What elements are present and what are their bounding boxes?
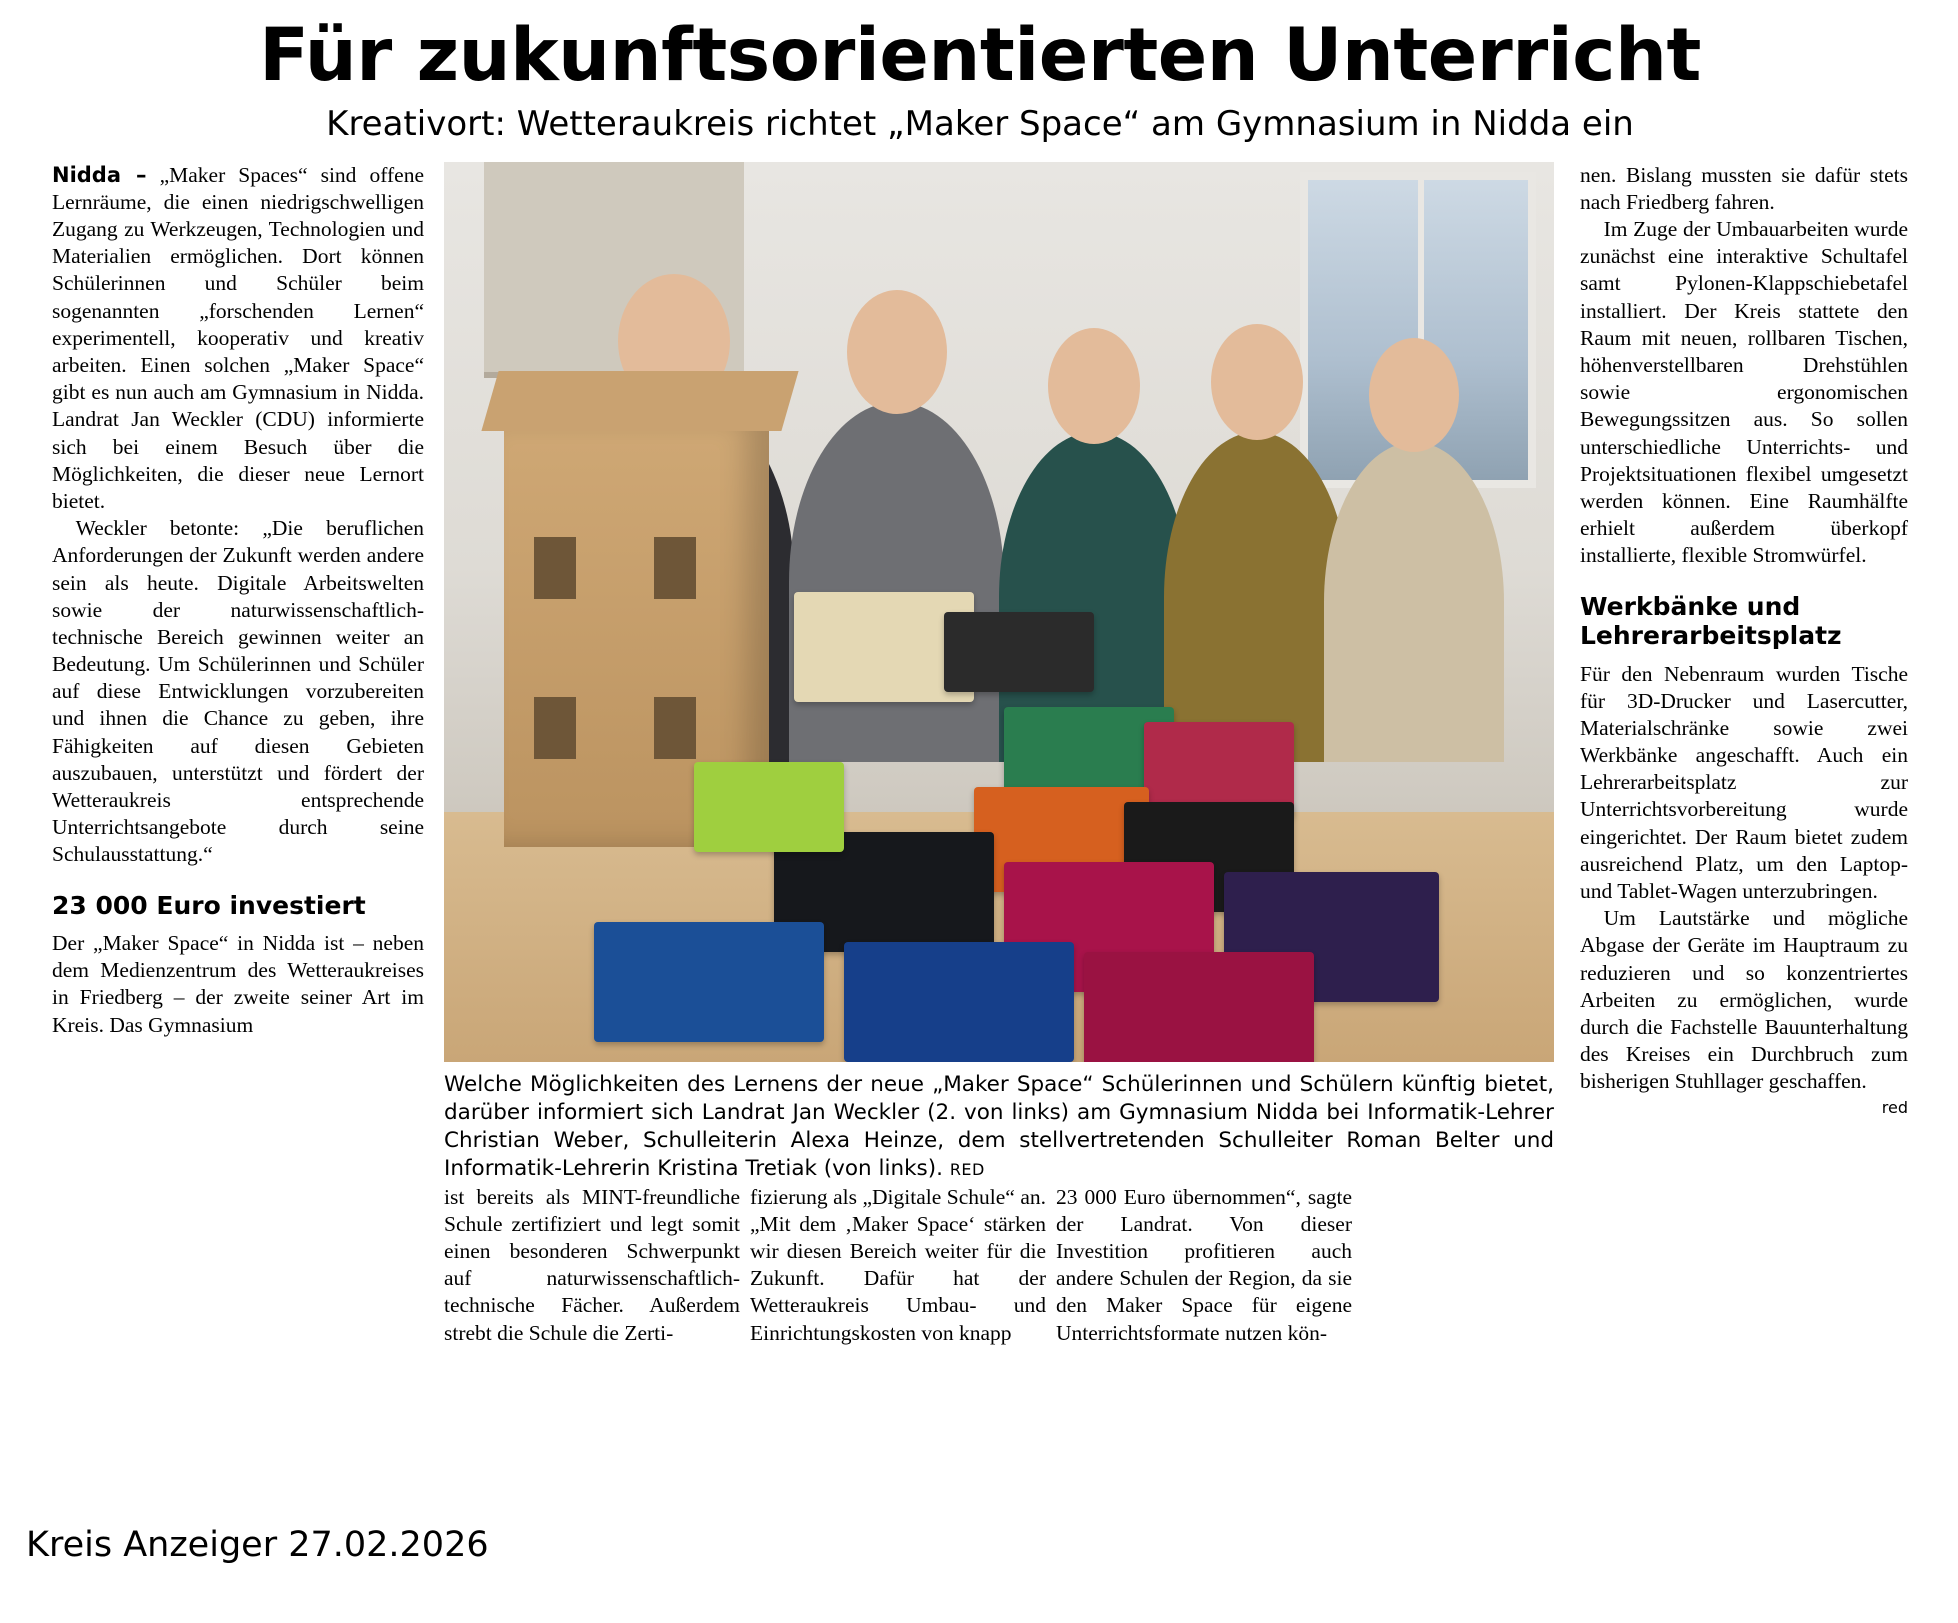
lower-column-1 xyxy=(444,1184,740,1347)
section-subhead-investiert: 23 000 Euro investiert xyxy=(52,890,366,920)
section-subhead-werkbaenke: Werkbänke und Lehrerarbeitsplatz xyxy=(1580,591,1842,651)
lower-column-3 xyxy=(1056,1184,1352,1347)
photo-slate-sign xyxy=(944,612,1094,692)
maker-space-group-photo xyxy=(444,162,1554,1062)
paragraph-lead xyxy=(52,162,424,515)
photo-person-head xyxy=(1369,338,1459,452)
photo-engraved-plate xyxy=(1084,952,1314,1062)
photo-house-window xyxy=(534,697,576,759)
paragraph: Im Zuge der Umbauarbeiten wurde zunächst eine interaktive Schultafel samt Pylonen-Klappschiebetafel installiert. Der Kreis stattete den Raum mit neuen, rollbaren Tischen, höhenverstellbaren Drehstühlen sowie ergonomischen Bewegungssitzen aus. So sollen unterschiedliche Unterrichts- und Projektsituationen flexibel umgesetzt werden können. Eine Raumhälfte erhielt außerdem überkopf installierte, flexible Stromwürfel. xyxy=(1580,217,1908,568)
source-label: Kreis Anzeiger 27.02.2026 xyxy=(26,1525,489,1565)
paragraph: Der „Maker Space“ in Nidda ist – neben dem Medienzentrum des Wetteraukreises in Friedberg – der zweite seiner Art im Kreis. Das Gymnasium xyxy=(52,931,424,1037)
photo-house-window xyxy=(534,537,576,599)
photo-house-roof xyxy=(481,371,798,431)
photo-engraved-plate xyxy=(594,922,824,1042)
lower-column-2 xyxy=(750,1184,1046,1347)
photo-engraved-plate xyxy=(844,942,1074,1062)
photo-house-window xyxy=(654,697,696,759)
paragraph: fizierung als „Digitale Schule“ an. „Mit dem ‚Maker Space‘ stärken wir diesen Bereich weiter für die Zukunft. Dafür hat der Wetteraukreis Umbau- und Einrichtungskosten von knapp xyxy=(750,1184,1046,1345)
photo-person-2 xyxy=(789,402,1004,762)
photo-person-head xyxy=(1048,328,1140,444)
photo-house-window xyxy=(654,537,696,599)
paragraph: 23 000 Euro übernommen“, sagte der Landrat. Von dieser Investition profitieren auch andere Schulen der Region, da sie den Maker Space für eigene Unterrichtsformate nutzen kön- xyxy=(1056,1184,1352,1345)
photo-block xyxy=(444,162,1554,1183)
paragraph: Um Lautstärke und mögliche Abgase der Geräte im Hauptraum zu reduzieren und so konzentriertes Arbeiten zu ermöglichen, wurde durch die Fachstelle Bauunterhaltung des Kreises ein Durchbruch zum bisherigen Stuhllager geschaffen. xyxy=(1580,906,1908,1094)
photo-person-head xyxy=(1211,324,1303,440)
column-right xyxy=(1580,162,1908,1118)
paragraph: ist bereits als MINT-freundliche Schule zertifiziert und legt somit einen besonderen Schwerpunkt auf naturwissenschaftlich-technische Fächer. Außerdem strebt die Schule die Zerti- xyxy=(444,1184,740,1345)
article-subtitle: Kreativort: Wetteraukreis richtet „Maker Space“ am Gymnasium in Nidda ein xyxy=(326,103,1634,144)
dateline: Nidda – xyxy=(52,162,147,187)
photo-person-head xyxy=(847,290,947,414)
article-credit: red xyxy=(1881,1097,1908,1117)
photo-person-4 xyxy=(1164,432,1349,762)
photo-engraved-plate xyxy=(694,762,844,852)
photo-caption-text: Welche Möglichkeiten des Lernens der neue „Maker Space“ Schülerinnen und Schülern künftig bietet, darüber informiert sich Landrat Jan Weckler (2. von links) am Gymnasium Nidda bei Informatik-Lehrer Christian Weber, Schulleiterin Alexa Heinze, dem stellvertretenden Schulleiter Roman Belter und Informatik-Lehrerin Kristina Tretiak (von links). xyxy=(444,1071,1554,1181)
column-left xyxy=(52,162,424,1039)
photo-credit: RED xyxy=(949,1159,985,1179)
paragraph: nen. Bislang mussten sie dafür stets nach Friedberg fahren. xyxy=(1580,162,1908,214)
article xyxy=(52,13,1908,1345)
page-title: Für zukunftsorientierten Unterricht xyxy=(259,13,1701,98)
photo-person-5 xyxy=(1324,442,1504,762)
paragraph-lead-text: „Maker Spaces“ sind offene Lernräume, die einen niedrigschwelligen Zugang zu Werkzeugen, Technologien und Materialien ermöglichen. Dort können Schülerinnen und Schüler beim sogenannten „forschenden Lernen“ experimentell, kooperativ und kreativ arbeiten. Einen solchen „Maker Space“ gibt es nun auch am Gymnasium in Nidda. Landrat Jan Weckler (CDU) informierte sich bei einem Besuch über die Möglichkeiten, die dieser neue Lernort bietet. xyxy=(52,162,424,513)
paragraph: Weckler betonte: „Die beruflichen Anforderungen der Zukunft werden andere sein als heute. Digitale Arbeitswelten sowie der naturwissenschaftlich-technische Bereich gewinnen weiter an Bedeutung. Um Schülerinnen und Schüler auf diese Entwicklungen vorzubereiten und ihnen die Chance zu geben, ihre Fähigkeiten auf diesen Gebieten auszubauen, unterstützt und fördert der Wetteraukreis entsprechende Unterrichtsangebote durch seine Schulausstattung.“ xyxy=(52,516,424,867)
paragraph: Für den Nebenraum wurden Tische für 3D-Drucker und Lasercutter, Materialschränke sowie zwei Werkbänke angeschafft. Auch ein Lehrerarbeitsplatz zur Unterrichtsvorbereitung wurde eingerichtet. Der Raum bietet zudem ausreichend Platz, um den Laptop- und Tablet-Wagen unterzubringen. xyxy=(1580,661,1908,904)
photo-caption xyxy=(444,1071,1554,1183)
